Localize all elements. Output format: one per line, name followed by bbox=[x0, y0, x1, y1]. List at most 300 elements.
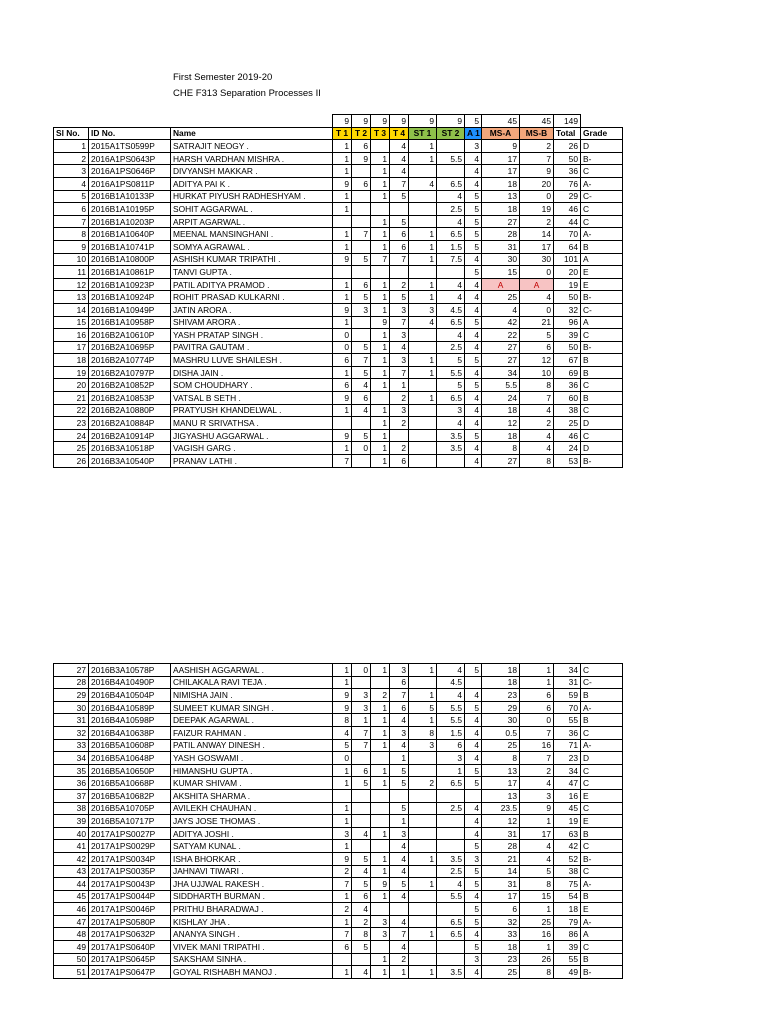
cell-t4: 4 bbox=[390, 341, 409, 354]
table-row bbox=[54, 240, 623, 253]
cell-t2: 3 bbox=[352, 303, 371, 316]
cell-t3: 1 bbox=[371, 429, 390, 442]
cell-id-no: 2016A1PS0811P bbox=[89, 177, 171, 190]
cell-grade: A- bbox=[581, 878, 623, 891]
cell-total: 50 bbox=[554, 152, 581, 165]
cell-st1 bbox=[409, 404, 437, 417]
cell-grade: C bbox=[581, 764, 623, 777]
cell-name: PATIL ADITYA PRAMOD . bbox=[171, 278, 333, 291]
cell-id-no: 2016B3A10540P bbox=[89, 455, 171, 468]
cell-sl-no: 31 bbox=[54, 714, 89, 727]
column-header-row bbox=[54, 127, 623, 140]
cell-sl-no: 24 bbox=[54, 429, 89, 442]
cell-sl-no: 30 bbox=[54, 701, 89, 714]
cell-t2: 0 bbox=[352, 442, 371, 455]
cell-a1: 4 bbox=[465, 392, 482, 405]
table-row bbox=[54, 789, 623, 802]
cell-id-no: 2017A1PS0035P bbox=[89, 865, 171, 878]
cell-id-no: 2016B4A10589P bbox=[89, 701, 171, 714]
cell-grade: D bbox=[581, 417, 623, 430]
cell-t3: 1 bbox=[371, 714, 390, 727]
cell-name: VATSAL B SETH . bbox=[171, 392, 333, 405]
cell-ms-a: 23 bbox=[482, 689, 520, 702]
cell-a1: 4 bbox=[465, 714, 482, 727]
cell-sl-no: 41 bbox=[54, 840, 89, 853]
cell-ms-a: 18 bbox=[482, 664, 520, 677]
cell-t2: 3 bbox=[352, 689, 371, 702]
cell-ms-a: 27 bbox=[482, 354, 520, 367]
cell-st2: 3.5 bbox=[437, 966, 465, 979]
cell-id-no: 2016B5A10650P bbox=[89, 764, 171, 777]
column-header-id-no: ID No. bbox=[89, 127, 171, 140]
cell-t1: 1 bbox=[333, 366, 352, 379]
cell-a1: 4 bbox=[465, 827, 482, 840]
cell-sl-no: 49 bbox=[54, 941, 89, 954]
cell-a1: 4 bbox=[465, 726, 482, 739]
cell-sl-no: 26 bbox=[54, 455, 89, 468]
cell-id-no: 2016B1A10861P bbox=[89, 266, 171, 279]
max-marks-total: 149 bbox=[554, 115, 581, 128]
cell-name: DEEPAK AGARWAL . bbox=[171, 714, 333, 727]
cell-total: 19 bbox=[554, 278, 581, 291]
cell-t3 bbox=[371, 203, 390, 216]
cell-id-no: 2016B1A10958P bbox=[89, 316, 171, 329]
cell-t1: 3 bbox=[333, 827, 352, 840]
cell-ms-b: 21 bbox=[520, 316, 554, 329]
cell-t1: 7 bbox=[333, 928, 352, 941]
cell-total: 23 bbox=[554, 752, 581, 765]
cell-sl-no: 6 bbox=[54, 203, 89, 216]
table-row bbox=[54, 366, 623, 379]
cell-st1: 1 bbox=[409, 714, 437, 727]
cell-st1: 2 bbox=[409, 777, 437, 790]
cell-grade: B bbox=[581, 953, 623, 966]
cell-t4: 7 bbox=[390, 366, 409, 379]
cell-st2: 3.5 bbox=[437, 429, 465, 442]
cell-name: SOM CHOUDHARY . bbox=[171, 379, 333, 392]
cell-t1: 9 bbox=[333, 701, 352, 714]
cell-a1: 5 bbox=[465, 941, 482, 954]
table-row bbox=[54, 676, 623, 689]
cell-ms-b: 7 bbox=[520, 392, 554, 405]
cell-ms-b: 1 bbox=[520, 676, 554, 689]
cell-ms-b: 7 bbox=[520, 726, 554, 739]
cell-t1: 1 bbox=[333, 140, 352, 153]
cell-id-no: 2016B4A10504P bbox=[89, 689, 171, 702]
cell-t2: 0 bbox=[352, 664, 371, 677]
cell-ms-b: 15 bbox=[520, 890, 554, 903]
cell-st1: 5 bbox=[409, 701, 437, 714]
table-row bbox=[54, 802, 623, 815]
cell-total: 55 bbox=[554, 953, 581, 966]
cell-name: PATIL ANWAY DINESH . bbox=[171, 739, 333, 752]
cell-id-no: 2016B2A10880P bbox=[89, 404, 171, 417]
table-row bbox=[54, 152, 623, 165]
cell-st1: 1 bbox=[409, 291, 437, 304]
cell-ms-a: 25 bbox=[482, 739, 520, 752]
cell-grade: B- bbox=[581, 152, 623, 165]
cell-name: ASHISH KUMAR TRIPATHI . bbox=[171, 253, 333, 266]
cell-t2: 5 bbox=[352, 429, 371, 442]
cell-a1: 5 bbox=[465, 316, 482, 329]
cell-total: 20 bbox=[554, 266, 581, 279]
cell-st2: 5.5 bbox=[437, 701, 465, 714]
cell-t1 bbox=[333, 789, 352, 802]
cell-t4: 7 bbox=[390, 928, 409, 941]
cell-st1 bbox=[409, 802, 437, 815]
cell-t2: 9 bbox=[352, 152, 371, 165]
table-row bbox=[54, 714, 623, 727]
cell-t1: 9 bbox=[333, 253, 352, 266]
cell-ms-a: 17 bbox=[482, 777, 520, 790]
cell-t2: 4 bbox=[352, 903, 371, 916]
cell-st2: 6.5 bbox=[437, 928, 465, 941]
cell-st2: 6.5 bbox=[437, 915, 465, 928]
table-row bbox=[54, 777, 623, 790]
cell-sl-no: 27 bbox=[54, 664, 89, 677]
cell-t4: 5 bbox=[390, 190, 409, 203]
cell-ms-b: 25 bbox=[520, 915, 554, 928]
table-row bbox=[54, 165, 623, 178]
cell-a1: 5 bbox=[465, 903, 482, 916]
cell-t3: 1 bbox=[371, 417, 390, 430]
cell-name: FAIZUR RAHMAN . bbox=[171, 726, 333, 739]
cell-t3: 1 bbox=[371, 379, 390, 392]
cell-ms-a: 42 bbox=[482, 316, 520, 329]
cell-st1 bbox=[409, 215, 437, 228]
cell-t3: 1 bbox=[371, 404, 390, 417]
cell-id-no: 2016B2A10774P bbox=[89, 354, 171, 367]
cell-t2: 5 bbox=[352, 253, 371, 266]
cell-t2: 2 bbox=[352, 915, 371, 928]
cell-st1: 4 bbox=[409, 177, 437, 190]
cell-st2 bbox=[437, 266, 465, 279]
cell-t4 bbox=[390, 266, 409, 279]
cell-grade: B bbox=[581, 354, 623, 367]
cell-sl-no: 48 bbox=[54, 928, 89, 941]
cell-sl-no: 33 bbox=[54, 739, 89, 752]
max-marks-t2: 9 bbox=[352, 115, 371, 128]
cell-t1 bbox=[333, 266, 352, 279]
cell-ms-a: 4 bbox=[482, 303, 520, 316]
cell-grade: B- bbox=[581, 341, 623, 354]
cell-total: 24 bbox=[554, 442, 581, 455]
cell-id-no: 2016A1PS0643P bbox=[89, 152, 171, 165]
cell-name: ARPIT AGARWAL . bbox=[171, 215, 333, 228]
cell-sl-no: 12 bbox=[54, 278, 89, 291]
cell-grade: C bbox=[581, 379, 623, 392]
cell-t2: 5 bbox=[352, 941, 371, 954]
cell-grade: A- bbox=[581, 701, 623, 714]
cell-t4: 6 bbox=[390, 676, 409, 689]
table-row bbox=[54, 177, 623, 190]
cell-total: 50 bbox=[554, 291, 581, 304]
table-row bbox=[54, 689, 623, 702]
cell-name: ROHIT PRASAD KULKARNI . bbox=[171, 291, 333, 304]
max-marks-row bbox=[54, 115, 623, 128]
cell-a1: 5 bbox=[465, 215, 482, 228]
cell-ms-a: 29 bbox=[482, 701, 520, 714]
cell-t1: 9 bbox=[333, 392, 352, 405]
cell-t3: 1 bbox=[371, 215, 390, 228]
cell-t4 bbox=[390, 203, 409, 216]
cell-t3 bbox=[371, 140, 390, 153]
cell-ms-a: 6 bbox=[482, 903, 520, 916]
cell-st2: 5 bbox=[437, 379, 465, 392]
cell-t4: 5 bbox=[390, 764, 409, 777]
cell-ms-a: 25 bbox=[482, 291, 520, 304]
table-row bbox=[54, 739, 623, 752]
cell-t4: 7 bbox=[390, 689, 409, 702]
table-row bbox=[54, 215, 623, 228]
cell-st1 bbox=[409, 941, 437, 954]
cell-grade: C bbox=[581, 941, 623, 954]
cell-st1: 1 bbox=[409, 253, 437, 266]
cell-id-no: 2016B1A10133P bbox=[89, 190, 171, 203]
column-header-st2: ST 2 bbox=[437, 127, 465, 140]
cell-name: PRATYUSH KHANDELWAL . bbox=[171, 404, 333, 417]
cell-name: PRANAV LATHI . bbox=[171, 455, 333, 468]
cell-t1: 6 bbox=[333, 941, 352, 954]
cell-name: HIMANSHU GUPTA . bbox=[171, 764, 333, 777]
cell-t4: 3 bbox=[390, 664, 409, 677]
cell-total: 49 bbox=[554, 966, 581, 979]
cell-total: 36 bbox=[554, 379, 581, 392]
cell-id-no: 2016B2A10852P bbox=[89, 379, 171, 392]
cell-ms-b: 7 bbox=[520, 752, 554, 765]
cell-sl-no: 39 bbox=[54, 815, 89, 828]
cell-sl-no: 45 bbox=[54, 890, 89, 903]
cell-t4: 2 bbox=[390, 392, 409, 405]
cell-id-no: 2016B5A10682P bbox=[89, 789, 171, 802]
cell-sl-no: 17 bbox=[54, 341, 89, 354]
cell-st1 bbox=[409, 417, 437, 430]
cell-t3 bbox=[371, 266, 390, 279]
cell-t3: 1 bbox=[371, 366, 390, 379]
cell-total: 45 bbox=[554, 802, 581, 815]
cell-a1: 5 bbox=[465, 865, 482, 878]
cell-t1: 1 bbox=[333, 676, 352, 689]
cell-grade: B- bbox=[581, 852, 623, 865]
cell-grade: E bbox=[581, 266, 623, 279]
cell-t1: 5 bbox=[333, 739, 352, 752]
cell-id-no: 2016B1A10800P bbox=[89, 253, 171, 266]
cell-sl-no: 46 bbox=[54, 903, 89, 916]
cell-grade: B bbox=[581, 689, 623, 702]
cell-st1: 3 bbox=[409, 739, 437, 752]
cell-st1 bbox=[409, 190, 437, 203]
column-header-name: Name bbox=[171, 127, 333, 140]
cell-total: 67 bbox=[554, 354, 581, 367]
cell-name: AVILEKH CHAUHAN . bbox=[171, 802, 333, 815]
cell-ms-a: 30 bbox=[482, 253, 520, 266]
cell-ms-a: 31 bbox=[482, 827, 520, 840]
cell-t1: 9 bbox=[333, 689, 352, 702]
cell-id-no: 2016B1A10741P bbox=[89, 240, 171, 253]
table-row bbox=[54, 455, 623, 468]
cell-sl-no: 22 bbox=[54, 404, 89, 417]
cell-t2: 5 bbox=[352, 852, 371, 865]
cell-total: 59 bbox=[554, 689, 581, 702]
cell-st1 bbox=[409, 815, 437, 828]
cell-id-no: 2016B1A10195P bbox=[89, 203, 171, 216]
cell-t4: 7 bbox=[390, 177, 409, 190]
cell-t1: 1 bbox=[333, 442, 352, 455]
table-row bbox=[54, 316, 623, 329]
cell-t2 bbox=[352, 329, 371, 342]
cell-a1: 3 bbox=[465, 140, 482, 153]
cell-t2 bbox=[352, 752, 371, 765]
cell-t1: 9 bbox=[333, 303, 352, 316]
cell-t2: 7 bbox=[352, 739, 371, 752]
cell-total: 52 bbox=[554, 852, 581, 865]
cell-t1: 7 bbox=[333, 455, 352, 468]
cell-ms-b: 30 bbox=[520, 253, 554, 266]
cell-a1: 5 bbox=[465, 203, 482, 216]
cell-sl-no: 19 bbox=[54, 366, 89, 379]
cell-t3: 9 bbox=[371, 316, 390, 329]
cell-t1 bbox=[333, 953, 352, 966]
cell-t2 bbox=[352, 165, 371, 178]
cell-name: ISHA BHORKAR . bbox=[171, 852, 333, 865]
cell-st1: 1 bbox=[409, 966, 437, 979]
cell-sl-no: 40 bbox=[54, 827, 89, 840]
cell-t1: 2 bbox=[333, 865, 352, 878]
cell-name: PAVITRA GAUTAM . bbox=[171, 341, 333, 354]
cell-st1: 1 bbox=[409, 878, 437, 891]
cell-sl-no: 44 bbox=[54, 878, 89, 891]
cell-t4: 1 bbox=[390, 966, 409, 979]
cell-st1 bbox=[409, 379, 437, 392]
cell-id-no: 2017A1PS0647P bbox=[89, 966, 171, 979]
cell-name: SATRAJIT NEOGY . bbox=[171, 140, 333, 153]
cell-sl-no: 29 bbox=[54, 689, 89, 702]
cell-sl-no: 43 bbox=[54, 865, 89, 878]
cell-name: CHILAKALA RAVI TEJA . bbox=[171, 676, 333, 689]
table-row bbox=[54, 890, 623, 903]
cell-total: 31 bbox=[554, 676, 581, 689]
cell-sl-no: 3 bbox=[54, 165, 89, 178]
cell-total: 50 bbox=[554, 341, 581, 354]
cell-total: 18 bbox=[554, 903, 581, 916]
cell-st2: 2.5 bbox=[437, 865, 465, 878]
cell-ms-b: 6 bbox=[520, 689, 554, 702]
cell-t4: 7 bbox=[390, 316, 409, 329]
cell-name: AKSHITA SHARMA . bbox=[171, 789, 333, 802]
cell-ms-b: 1 bbox=[520, 941, 554, 954]
cell-ms-a: 27 bbox=[482, 215, 520, 228]
cell-st2: 5.5 bbox=[437, 152, 465, 165]
cell-id-no: 2016B1A10923P bbox=[89, 278, 171, 291]
cell-st2: 2.5 bbox=[437, 802, 465, 815]
cell-t1: 0 bbox=[333, 329, 352, 342]
cell-ms-b: 9 bbox=[520, 802, 554, 815]
cell-total: 53 bbox=[554, 455, 581, 468]
cell-t2: 1 bbox=[352, 714, 371, 727]
cell-grade: A- bbox=[581, 177, 623, 190]
cell-a1 bbox=[465, 676, 482, 689]
cell-t4: 5 bbox=[390, 291, 409, 304]
cell-grade: A bbox=[581, 316, 623, 329]
cell-id-no: 2016B3A10518P bbox=[89, 442, 171, 455]
cell-ms-a: 23 bbox=[482, 953, 520, 966]
cell-ms-a: 12 bbox=[482, 815, 520, 828]
cell-t1: 1 bbox=[333, 966, 352, 979]
cell-sl-no: 11 bbox=[54, 266, 89, 279]
cell-t3: 1 bbox=[371, 303, 390, 316]
cell-ms-a: 17 bbox=[482, 165, 520, 178]
cell-t3: 1 bbox=[371, 354, 390, 367]
cell-t2: 5 bbox=[352, 366, 371, 379]
cell-a1: 5 bbox=[465, 190, 482, 203]
cell-t1: 8 bbox=[333, 714, 352, 727]
cell-id-no: 2016B1A10640P bbox=[89, 228, 171, 241]
cell-ms-b: 26 bbox=[520, 953, 554, 966]
cell-a1: 4 bbox=[465, 303, 482, 316]
cell-a1: 4 bbox=[465, 739, 482, 752]
cell-id-no: 2017A1PS0046P bbox=[89, 903, 171, 916]
cell-st1 bbox=[409, 764, 437, 777]
cell-t2: 5 bbox=[352, 341, 371, 354]
max-marks-t4: 9 bbox=[390, 115, 409, 128]
cell-name: JIGYASHU AGGARWAL . bbox=[171, 429, 333, 442]
cell-t2: 7 bbox=[352, 354, 371, 367]
cell-name: HARSH VARDHAN MISHRA . bbox=[171, 152, 333, 165]
cell-t4: 2 bbox=[390, 417, 409, 430]
cell-name: HURKAT PIYUSH RADHESHYAM . bbox=[171, 190, 333, 203]
cell-total: 79 bbox=[554, 915, 581, 928]
cell-a1: 4 bbox=[465, 928, 482, 941]
cell-st2: 4 bbox=[437, 664, 465, 677]
cell-sl-no: 18 bbox=[54, 354, 89, 367]
cell-grade: B bbox=[581, 827, 623, 840]
cell-st2: 4 bbox=[437, 329, 465, 342]
cell-st2: 6.5 bbox=[437, 228, 465, 241]
cell-grade: B bbox=[581, 392, 623, 405]
cell-t3: 2 bbox=[371, 689, 390, 702]
max-marks-t1: 9 bbox=[333, 115, 352, 128]
cell-st1 bbox=[409, 840, 437, 853]
cell-grade: C bbox=[581, 664, 623, 677]
cell-grade: C bbox=[581, 429, 623, 442]
cell-id-no: 2016B4A10638P bbox=[89, 726, 171, 739]
cell-a1: 5 bbox=[465, 915, 482, 928]
cell-total: 39 bbox=[554, 329, 581, 342]
cell-id-no: 2016B2A10914P bbox=[89, 429, 171, 442]
cell-st2: 5.5 bbox=[437, 714, 465, 727]
cell-t2 bbox=[352, 417, 371, 430]
cell-a1: 4 bbox=[465, 752, 482, 765]
cell-t2 bbox=[352, 203, 371, 216]
cell-t3 bbox=[371, 789, 390, 802]
cell-id-no: 2016B2A10884P bbox=[89, 417, 171, 430]
cell-a1: 4 bbox=[465, 404, 482, 417]
cell-t3: 1 bbox=[371, 341, 390, 354]
cell-t3: 1 bbox=[371, 852, 390, 865]
cell-ms-b: 6 bbox=[520, 341, 554, 354]
cell-id-no: 2017A1PS0640P bbox=[89, 941, 171, 954]
table-row bbox=[54, 429, 623, 442]
max-marks-ms-a: 45 bbox=[482, 115, 520, 128]
cell-t3: 1 bbox=[371, 442, 390, 455]
cell-name: SOHIT AGGARWAL . bbox=[171, 203, 333, 216]
cell-total: 39 bbox=[554, 941, 581, 954]
cell-ms-b: 5 bbox=[520, 329, 554, 342]
table-row bbox=[54, 878, 623, 891]
cell-ms-a: 34 bbox=[482, 366, 520, 379]
cell-total: 34 bbox=[554, 664, 581, 677]
cell-grade: C bbox=[581, 203, 623, 216]
